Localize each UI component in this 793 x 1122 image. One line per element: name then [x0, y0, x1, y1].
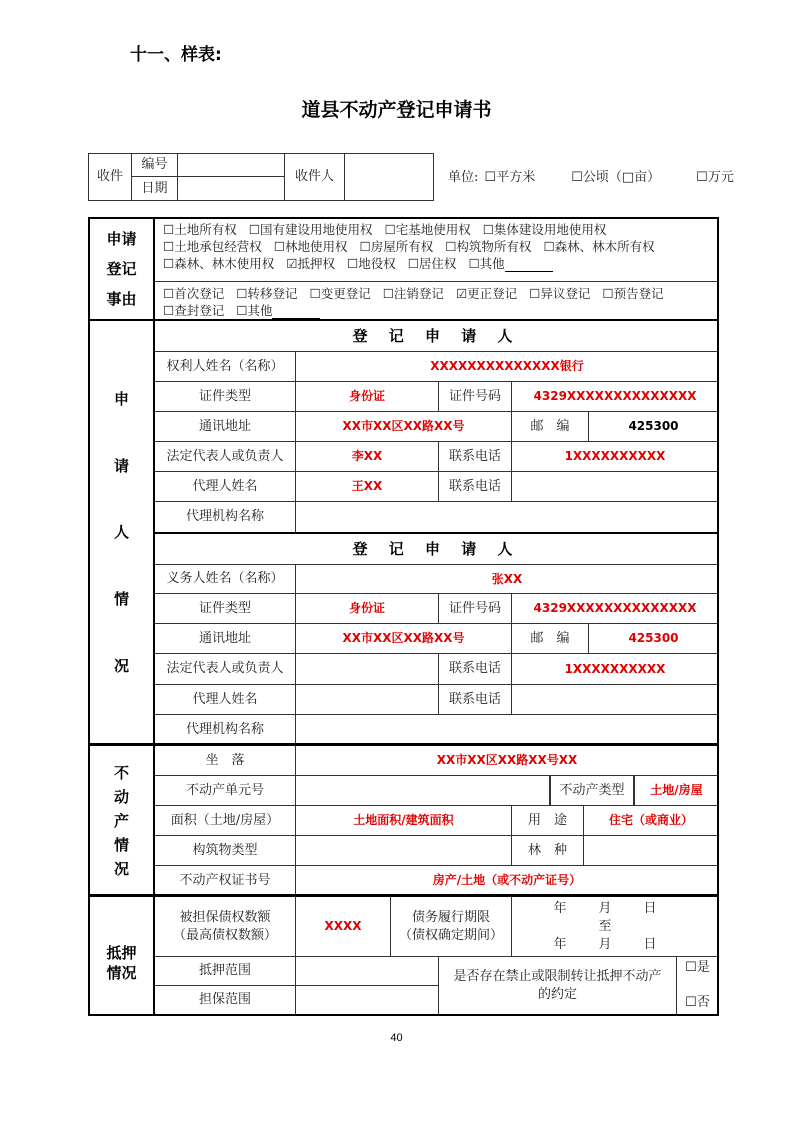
rh-legal-rep-label: 法定代表人或负责人 [154, 441, 296, 472]
checkbox-icon: ☐ [236, 303, 248, 318]
ob-id-type-value[interactable]: 身份证 [295, 593, 439, 624]
checkbox-icon: ☐ [482, 222, 494, 237]
rh-postcode-value[interactable]: 425300 [588, 411, 719, 442]
ob-agent-phone-label: 联系电话 [438, 684, 512, 715]
option-label: 集体建设用地使用权 [493, 222, 607, 237]
debt-term-dates[interactable] [511, 895, 719, 957]
property-type-label: 不动产类型 [549, 775, 635, 806]
option-checkbox[interactable] [347, 255, 396, 272]
rh-legal-rep-value[interactable]: 李XX [295, 441, 439, 472]
option-label: 转移登记 [247, 286, 298, 301]
option-label: 居住权 [418, 256, 457, 271]
option-checkbox[interactable] [359, 238, 433, 255]
rh-id-no-value[interactable]: 4329XXXXXXXXXXXXXX [511, 381, 719, 412]
option-checkbox[interactable] [163, 285, 224, 302]
obligor-header: 登 记 申 请 人 [154, 532, 719, 565]
receipt-date-label: 日期 [131, 176, 178, 201]
unit-option-label: 平方米 [496, 170, 536, 185]
ob-phone-label: 联系电话 [438, 653, 512, 685]
option-checkbox[interactable] [384, 221, 470, 238]
unit-option[interactable] [696, 170, 752, 185]
option-label: 查封登记 [174, 303, 225, 318]
checkbox-icon: ☐ [484, 170, 497, 185]
checkbox-icon: ☐ [236, 286, 248, 301]
option-label: 其他 [479, 256, 505, 271]
ob-postcode-label: 邮 编 [511, 623, 589, 654]
option-row [163, 255, 565, 272]
term-end-date[interactable]: 年 月 日 [553, 936, 657, 952]
page-number: 40 [390, 1032, 403, 1044]
rh-agent-value[interactable]: 王XX [295, 471, 439, 502]
rh-agency-value[interactable] [295, 501, 719, 533]
other-blank-field[interactable] [505, 258, 553, 272]
option-label: 其他 [247, 303, 273, 318]
unit-option-label: 公顷（□亩） [582, 170, 661, 185]
option-checkbox[interactable] [286, 255, 335, 272]
rights-holder-header: 登 记 申 请 人 [154, 320, 719, 352]
checked-box-icon: ☑ [286, 256, 298, 271]
divider [154, 319, 719, 321]
checkbox-icon: ☐ [571, 170, 583, 185]
rh-address-label: 通讯地址 [154, 411, 296, 442]
option-label: 首次登记 [174, 286, 225, 301]
mortgage-section-label: 抵押 情况 [88, 895, 155, 1015]
debt-term-label: 债务履行期限 （债权确定期间） [390, 895, 512, 957]
receipt-number-field[interactable] [177, 153, 285, 177]
area-value[interactable]: 土地面积/建筑面积 [295, 805, 512, 836]
checkbox-icon: ☐ [309, 286, 321, 301]
ob-name-value[interactable]: 张XX [295, 564, 719, 594]
unit-label: 单位: [448, 170, 479, 185]
ob-legal-rep-value[interactable] [295, 653, 439, 685]
option-checkbox[interactable] [602, 285, 663, 302]
option-row [163, 302, 332, 319]
option-checkbox[interactable] [236, 285, 297, 302]
ob-agent-label: 代理人姓名 [154, 684, 296, 715]
option-checkbox[interactable] [383, 285, 444, 302]
unit-option[interactable] [485, 170, 554, 185]
checkbox-icon: ☐ [163, 286, 175, 301]
option-label: 更正登记 [467, 286, 518, 301]
option-checkbox[interactable] [163, 221, 237, 238]
option-label: 构筑物所有权 [456, 239, 532, 254]
option-checkbox[interactable] [445, 238, 531, 255]
rh-name-label: 权利人姓名（名称） [154, 351, 296, 382]
receipt-label: 收件 [88, 153, 132, 201]
secured-amount-label: 被担保债权数额 （最高债权数额） [154, 895, 296, 957]
checkbox-icon: ☐ [273, 239, 285, 254]
term-to-label: 至 [598, 918, 612, 934]
restriction-no-checkbox[interactable]: ☐否 [685, 995, 710, 1011]
option-label: 地役权 [358, 256, 396, 271]
option-label: 森林、林木所有权 [554, 239, 655, 254]
option-checkbox[interactable] [274, 238, 348, 255]
mortgage-scope-value[interactable] [295, 956, 439, 986]
option-row [163, 221, 618, 238]
receipt-date-field[interactable] [177, 176, 285, 201]
divider [88, 319, 155, 321]
location-label: 坐 落 [154, 744, 296, 776]
ob-legal-rep-label: 法定代表人或负责人 [154, 653, 296, 685]
option-row [163, 238, 667, 255]
guarantee-scope-label: 担保范围 [154, 985, 296, 1015]
rh-id-no-label: 证件号码 [438, 381, 512, 412]
checkbox-icon: ☐ [384, 222, 396, 237]
term-start-date[interactable]: 年 月 日 [553, 900, 657, 916]
rh-agent-phone-value[interactable] [511, 471, 719, 502]
receiver-label: 收件人 [284, 153, 345, 201]
unit-no-label: 不动产单元号 [154, 775, 296, 806]
ob-agency-label: 代理机构名称 [154, 714, 296, 745]
ob-agent-value[interactable] [295, 684, 439, 715]
rh-address-value[interactable]: XX市XX区XX路XX号 [295, 411, 512, 442]
transfer-restriction-question: 是否存在禁止或限制转让抵押不动产的约定 [438, 956, 677, 1015]
use-label: 用 途 [511, 805, 584, 836]
checkbox-icon: ☐ [529, 286, 541, 301]
ob-postcode-value[interactable]: 425300 [588, 623, 719, 654]
structure-type-label: 构筑物类型 [154, 835, 296, 866]
ob-address-value[interactable]: XX市XX区XX路XX号 [295, 623, 512, 654]
option-checkbox[interactable] [236, 302, 320, 319]
secured-amount-value[interactable]: XXXX [295, 895, 391, 957]
option-label: 森林、林木使用权 [174, 256, 275, 271]
checked-box-icon: ☑ [455, 286, 468, 301]
unit-option[interactable] [571, 170, 678, 185]
option-checkbox[interactable] [483, 221, 607, 238]
option-row [163, 285, 676, 302]
checkbox-icon: ☐ [407, 256, 419, 271]
option-label: 宅基地使用权 [395, 222, 471, 237]
option-label: 房屋所有权 [370, 239, 434, 254]
option-label: 国有建设用地使用权 [259, 222, 373, 237]
checkbox-icon: ☐ [468, 256, 480, 271]
transfer-restriction-options [676, 956, 719, 1015]
unit-no-value[interactable] [295, 775, 550, 806]
unit-option-label: 万元 [707, 170, 734, 185]
checkbox-icon: ☐ [445, 239, 457, 254]
rh-name-value[interactable]: XXXXXXXXXXXXXX银行 [295, 351, 719, 382]
checkbox-icon: ☐ [602, 286, 614, 301]
rh-id-type-value[interactable]: 身份证 [295, 381, 439, 412]
form-title: 道县不动产登记申请书 [301, 99, 492, 121]
use-value[interactable]: 住宅（或商业） [583, 805, 719, 836]
checkbox-icon: ☐ [163, 256, 175, 271]
ob-id-type-label: 证件类型 [154, 593, 296, 624]
rh-agency-label: 代理机构名称 [154, 501, 296, 533]
checkbox-icon: ☐ [346, 256, 359, 271]
option-label: 土地承包经营权 [174, 239, 262, 254]
structure-type-value[interactable] [295, 835, 512, 866]
divider [88, 894, 719, 896]
option-checkbox[interactable] [468, 255, 552, 272]
option-checkbox[interactable] [163, 238, 262, 255]
application-matter-label: 申请 登记 事由 [88, 217, 155, 321]
mortgage-scope-label: 抵押范围 [154, 956, 296, 986]
option-checkbox[interactable] [163, 255, 274, 272]
restriction-yes-checkbox[interactable]: ☐是 [685, 960, 710, 975]
checkbox-icon: ☐ [163, 222, 175, 237]
ob-name-label: 义务人姓名（名称） [154, 564, 296, 594]
option-checkbox[interactable] [309, 285, 370, 302]
option-checkbox[interactable] [456, 285, 517, 302]
ob-phone-value[interactable]: 1XXXXXXXXXX [511, 653, 719, 685]
option-checkbox[interactable] [529, 285, 590, 302]
checkbox-icon: ☐ [382, 286, 394, 301]
ob-agent-phone-value[interactable] [511, 684, 719, 715]
option-label: 注销登记 [393, 286, 444, 301]
right-type-options [154, 217, 719, 282]
option-label: 异议登记 [540, 286, 591, 301]
option-checkbox[interactable] [543, 238, 654, 255]
option-label: 预告登记 [613, 286, 664, 301]
rh-agent-phone-label: 联系电话 [438, 471, 512, 502]
ob-agency-value[interactable] [295, 714, 719, 745]
property-type-value[interactable]: 土地/房屋 [634, 775, 719, 806]
rh-agent-label: 代理人姓名 [154, 471, 296, 502]
cert-no-value[interactable]: 房产/土地（或不动产证号） [295, 865, 719, 896]
option-checkbox[interactable] [249, 221, 373, 238]
rh-phone-label: 联系电话 [438, 441, 512, 472]
divider [88, 743, 719, 745]
location-value[interactable]: XX市XX区XX路XX号XX [295, 744, 719, 776]
option-label: 土地所有权 [174, 222, 237, 237]
guarantee-scope-value[interactable] [295, 985, 439, 1015]
applicant-section-label: 申 请 人 情 况 [88, 320, 155, 745]
section-heading: 十一、样表: [130, 45, 222, 65]
rh-postcode-label: 邮 编 [511, 411, 589, 442]
checkbox-icon: ☐ [163, 239, 175, 254]
ob-id-no-label: 证件号码 [438, 593, 512, 624]
checkbox-icon: ☐ [359, 239, 371, 254]
checkbox-icon: ☐ [696, 170, 708, 185]
receipt-number-label: 编号 [131, 153, 178, 177]
option-label: 林地使用权 [284, 239, 348, 254]
divider [153, 217, 155, 1016]
checkbox-icon: ☐ [163, 303, 175, 318]
ob-address-label: 通讯地址 [154, 623, 296, 654]
option-label: 变更登记 [320, 286, 371, 301]
option-checkbox[interactable] [408, 255, 457, 272]
other-blank-field[interactable] [272, 305, 320, 319]
checkbox-icon: ☐ [543, 239, 555, 254]
forest-type-label: 林 种 [511, 835, 584, 866]
registration-type-options [154, 281, 719, 321]
option-checkbox[interactable] [163, 302, 224, 319]
forest-type-value[interactable] [583, 835, 719, 866]
checkbox-icon: ☐ [248, 222, 260, 237]
property-section-label: 不 动 产 情 况 [88, 744, 155, 896]
rh-id-type-label: 证件类型 [154, 381, 296, 412]
receiver-field[interactable] [344, 153, 434, 201]
area-label: 面积（土地/房屋） [154, 805, 296, 836]
ob-id-no-value[interactable]: 4329XXXXXXXXXXXXXX [511, 593, 719, 624]
unit-selector [448, 166, 788, 185]
cert-no-label: 不动产权证书号 [154, 865, 296, 896]
option-label: 抵押权 [297, 256, 335, 271]
rh-phone-value[interactable]: 1XXXXXXXXXX [511, 441, 719, 472]
